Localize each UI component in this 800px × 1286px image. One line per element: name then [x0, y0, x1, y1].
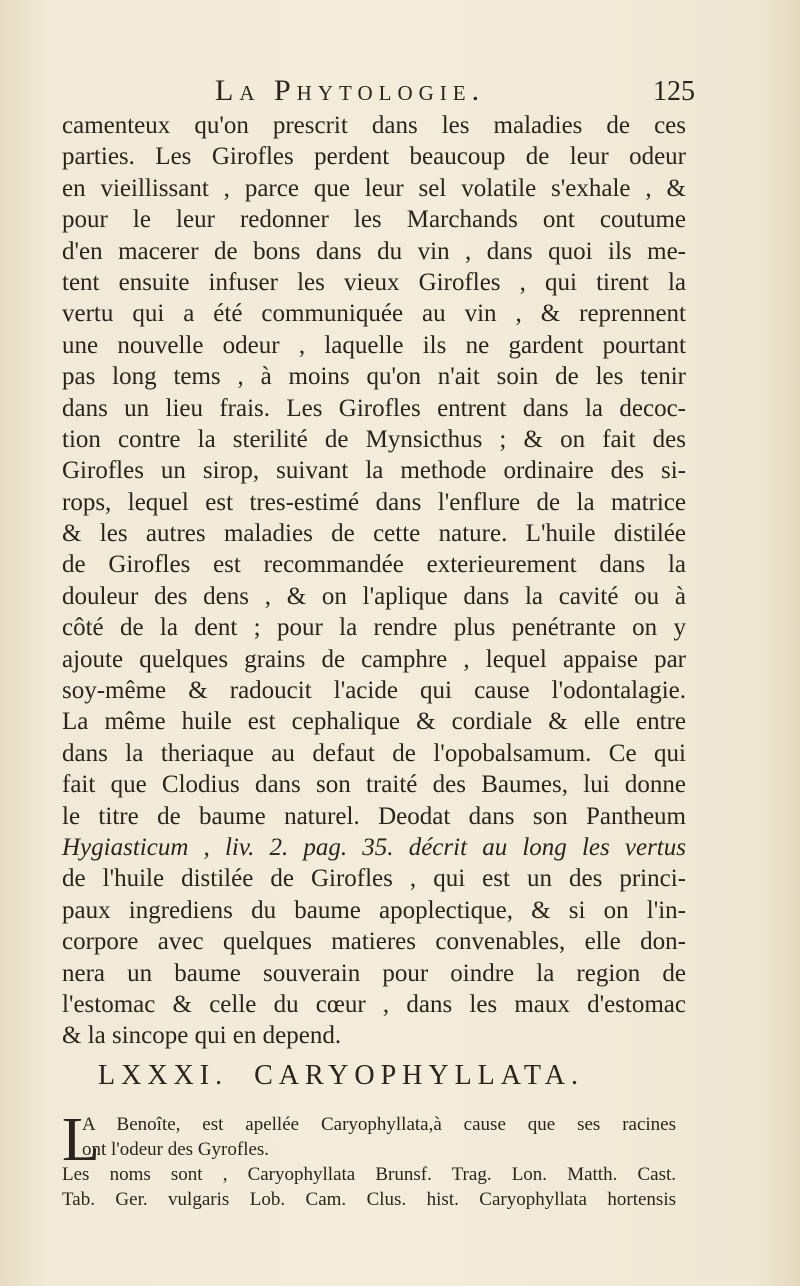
drop-capital: L: [62, 1106, 100, 1174]
text-line: ajoute quelques grains de camphre , lequel appaise par: [62, 645, 686, 673]
text-line: Girofles un sirop, suivant la methode ordinaire des si-: [62, 457, 686, 485]
text-line: vertu qui a été communiquée au vin , & reprennent: [62, 300, 686, 328]
entry-line: Les noms sont , Caryophyllata Brunsf. Trag. Lon. Matth. Cast.: [62, 1164, 676, 1185]
text-line: rops, lequel est tres-estimé dans l'enflure de la matrice: [62, 488, 686, 516]
section-number: LXXXI.: [98, 1060, 229, 1091]
entry-line: A Benoîte, est apellée Caryophyllata,à cause que ses racines: [82, 1114, 676, 1135]
text-line: douleur des dens , & on l'aplique dans la cavité ou à: [62, 582, 686, 610]
entry-line: ont l'odeur des Gyrofles.: [82, 1139, 270, 1160]
text-line: tent ensuite infuser les vieux Girofles , qui tirent la: [62, 268, 686, 296]
main-paragraph: [62, 110, 686, 1052]
text-line: le titre de baume naturel. Deodat dans son Pantheum: [62, 802, 686, 830]
text-line: pas long tems , à moins qu'on n'ait soin de les tenir: [62, 363, 686, 391]
entry-paragraph: [62, 1106, 676, 1212]
entry-line: Tab. Ger. vulgaris Lob. Cam. Clus. hist. Caryophyllata hortensis: [62, 1189, 676, 1210]
text-line: soy-même & radoucit l'acide qui cause l'odontalagie.: [62, 677, 686, 705]
text-line: en vieillissant , parce que leur sel volatile s'exhale , &: [62, 174, 686, 202]
section-heading: [98, 1060, 638, 1092]
text-line: La même huile est cephalique & cordiale & elle entre: [62, 708, 686, 736]
text-line: paux ingrediens du baume apoplectique, & si on l'in-: [62, 896, 686, 924]
page-number: 125: [653, 76, 695, 107]
text-line: Hygiasticum , liv. 2. pag. 35. décrit au long les vertus: [62, 833, 686, 861]
text-line: & la sincope qui en depend.: [62, 1022, 342, 1050]
text-line: dans un lieu frais. Les Girofles entrent dans la decoc-: [62, 394, 686, 422]
text-line: dans la theriaque au defaut de l'opobalsamum. Ce qui: [62, 739, 686, 767]
text-line: tion contre la sterilité de Mynsicthus ; & on fait des: [62, 425, 686, 453]
text-line: corpore avec quelques matieres convenables, elle don-: [62, 928, 686, 956]
text-line: pour le leur redonner les Marchands ont coutume: [62, 206, 686, 234]
text-line: l'estomac & celle du cœur , dans les maux d'estomac: [62, 990, 686, 1018]
text-line: d'en macerer de bons dans du vin , dans quoi ils me-: [62, 237, 686, 265]
text-line: côté de la dent ; pour la rendre plus penétrante on y: [62, 614, 686, 642]
text-line: parties. Les Girofles perdent beaucoup de leur odeur: [62, 143, 686, 171]
running-title: La Phytologie.: [215, 74, 486, 107]
text-line: une nouvelle odeur , laquelle ils ne gardent pourtant: [62, 331, 686, 359]
text-line: & les autres maladies de cette nature. L'huile distilée: [62, 520, 686, 548]
text-line: de Girofles est recommandée exterieurement dans la: [62, 551, 686, 579]
text-line: fait que Clodius dans son traité des Baumes, lui donne: [62, 771, 686, 799]
text-line: camenteux qu'on prescrit dans les maladies de ces: [62, 112, 686, 139]
section-title: CARYOPHYLLATA.: [254, 1060, 584, 1091]
text-line: nera un baume souverain pour oindre la region de: [62, 959, 686, 987]
text-line: de l'huile distilée de Girofles , qui est un des princi-: [62, 865, 686, 893]
page-header: [60, 74, 695, 114]
